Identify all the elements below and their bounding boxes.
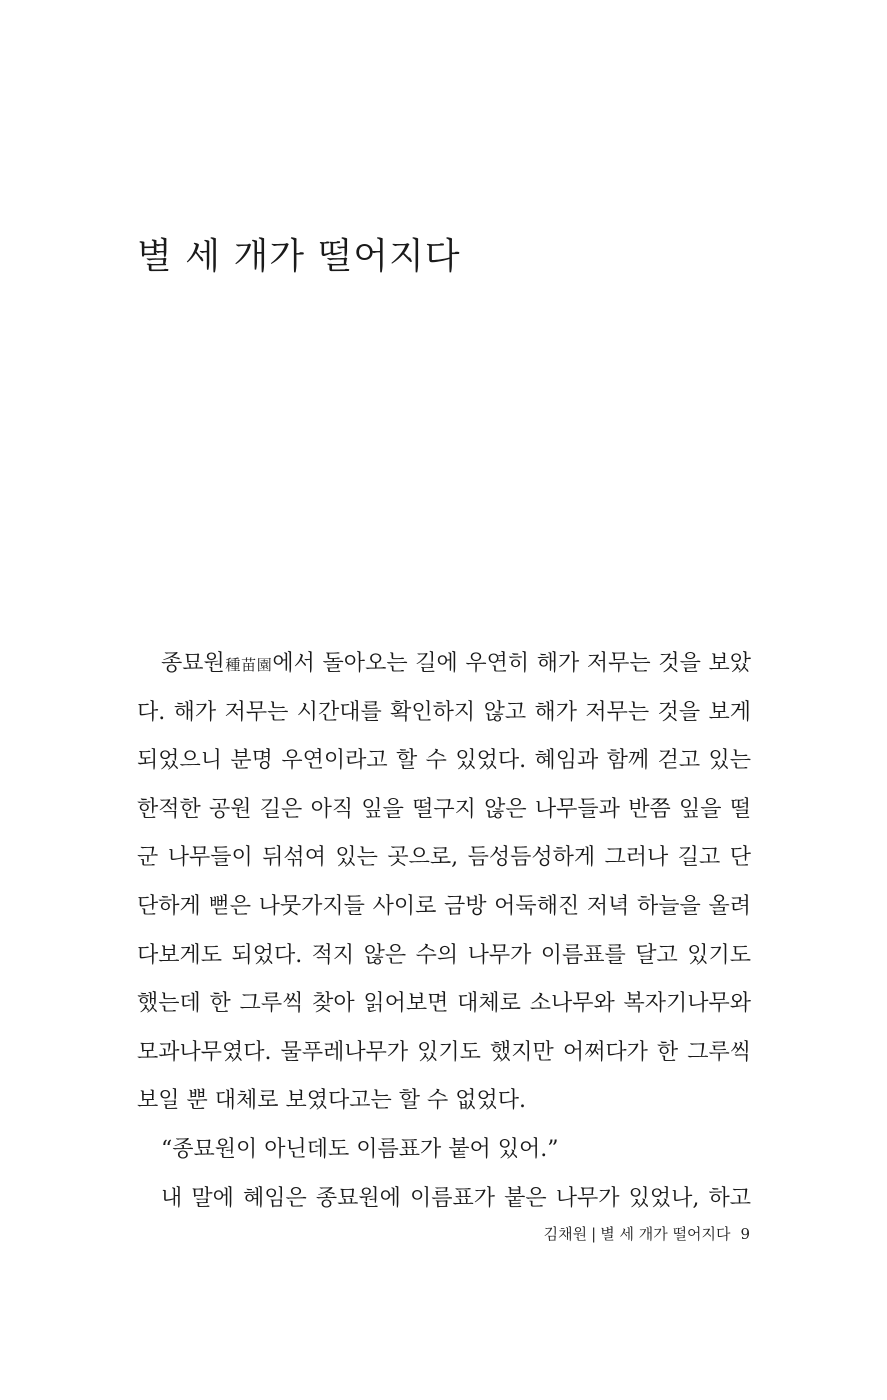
- hanja-annotation: 種苗園: [224, 656, 273, 674]
- text-segment: 종묘원: [161, 651, 225, 676]
- running-footer: [544, 1222, 750, 1246]
- paragraph-line: 다보게도 되었다. 적지 않은 수의 나무가 이름표를 달고 있기도: [137, 942, 751, 968]
- paragraph-line: 되었으니 분명 우연이라고 할 수 있었다. 혜임과 함께 걷고 있는: [137, 748, 751, 774]
- paragraph-line: [137, 640, 751, 689]
- paragraph-line: 보일 뿐 대체로 보였다고는 할 수 없었다.: [137, 1088, 526, 1114]
- footer-author: 김채원: [543, 1225, 588, 1243]
- paragraph-line: 모과나무였다. 물푸레나무가 있기도 했지만 어쩌다가 한 그루씩: [137, 1039, 751, 1065]
- footer-running-title: 별 세 개가 떨어지다: [600, 1225, 731, 1243]
- page-number: 9: [740, 1225, 750, 1243]
- paragraph-line: 내 말에 혜임은 종묘원에 이름표가 붙은 나무가 있었나, 하고: [161, 1185, 751, 1211]
- text-segment: 에서 돌아오는 길에 우연히 해가 저무는 것을 보았: [272, 651, 751, 676]
- chapter-title: 별 세 개가 떨어지다: [137, 236, 461, 277]
- dialogue-line: “종묘원이 아닌데도 이름표가 붙어 있어.”: [161, 1136, 559, 1162]
- paragraph-line: 군 나무들이 뒤섞여 있는 곳으로, 듬성듬성하게 그러나 길고 단: [137, 845, 751, 871]
- body-text: [137, 640, 751, 1223]
- paragraph-line: 했는데 한 그루씩 찾아 읽어보면 대체로 소나무와 복자기나무와: [137, 991, 751, 1017]
- paragraph-line: 한적한 공원 길은 아직 잎을 떨구지 않은 나무들과 반쯤 잎을 떨: [137, 796, 751, 822]
- paragraph-line: 다. 해가 저무는 시간대를 확인하지 않고 해가 저무는 것을 보게: [137, 699, 751, 725]
- footer-separator: |: [591, 1225, 597, 1243]
- paragraph-line: 단하게 뻗은 나뭇가지들 사이로 금방 어둑해진 저녁 하늘을 올려: [137, 893, 751, 919]
